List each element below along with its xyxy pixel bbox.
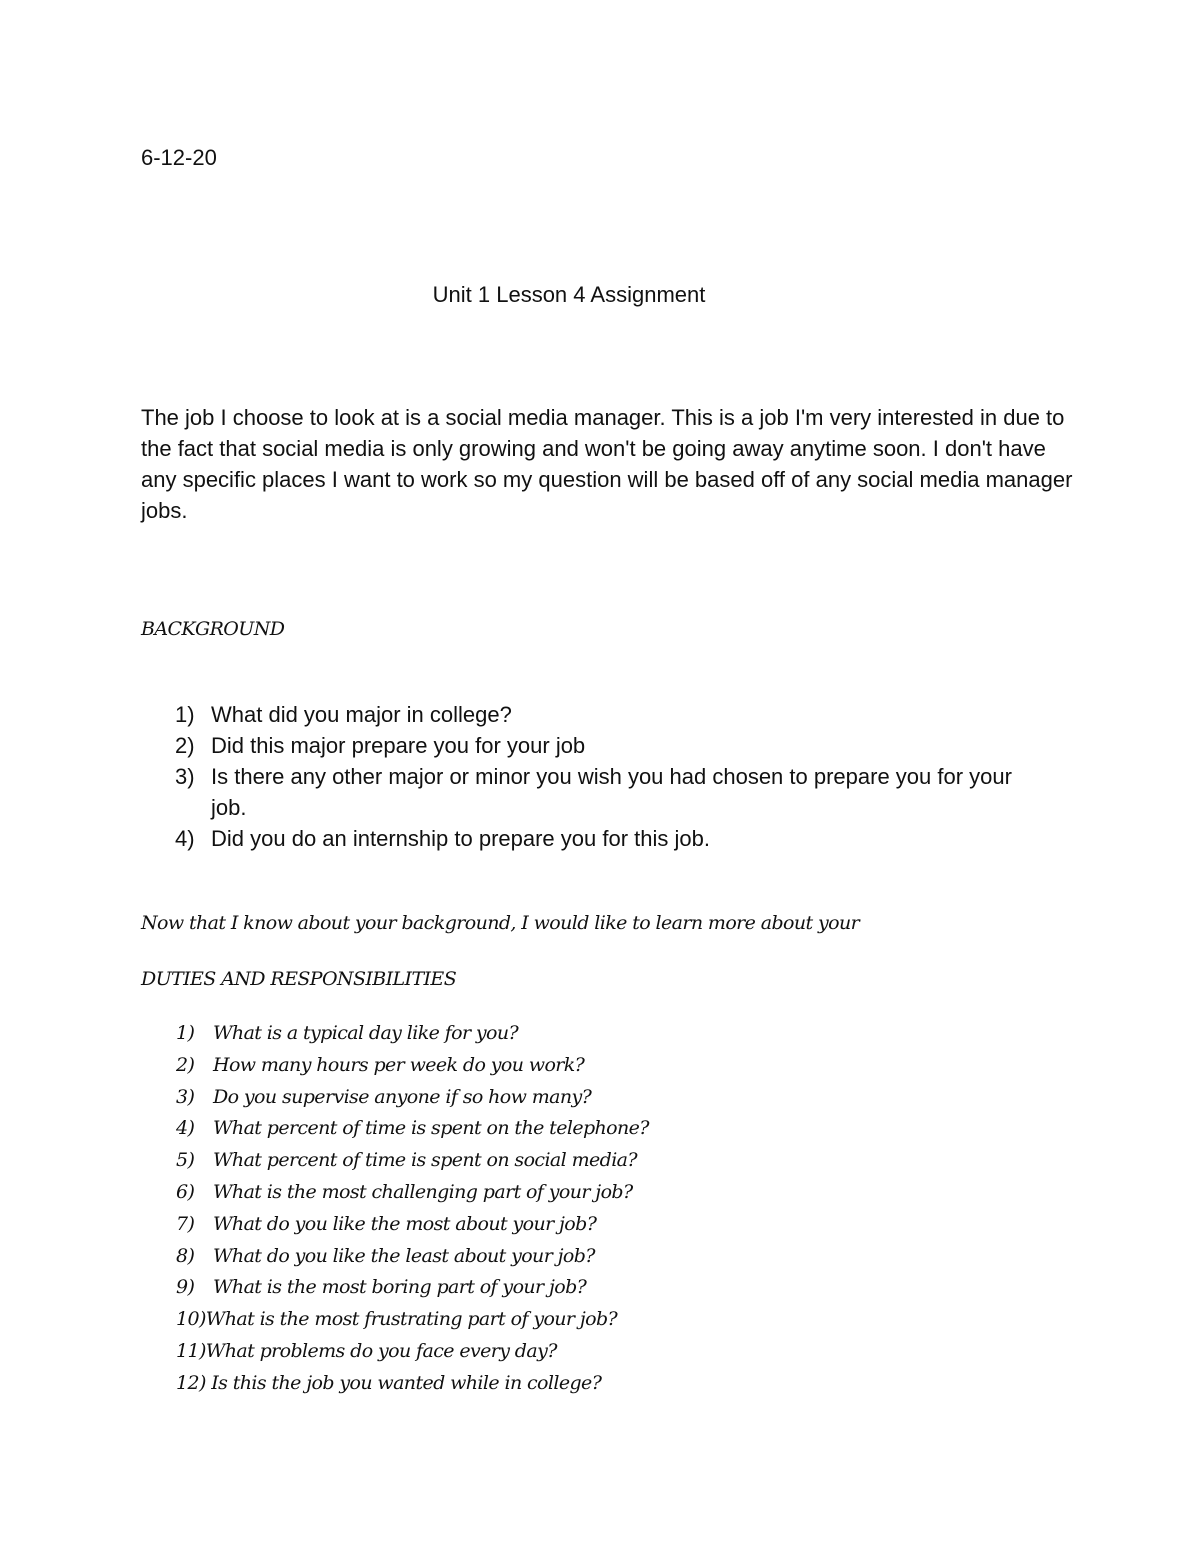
list-item (141, 1050, 1041, 1082)
list-item-text: Is this the job you wanted while in college? (211, 1371, 602, 1394)
list-item-text: How many hours per week do you work? (213, 1053, 585, 1076)
list-item (141, 730, 1041, 761)
list-item-text: Is there any other major or minor you wish you had chosen to prepare you for your job. (211, 764, 1012, 820)
background-question-list (141, 699, 1041, 854)
list-item-text: Do you supervise anyone if so how many? (213, 1085, 592, 1108)
list-item-text: Did this major prepare you for your job (211, 733, 586, 758)
document-date: 6-12-20 (141, 145, 217, 170)
list-item-text: What problems do you face every day? (205, 1339, 557, 1362)
list-item-text: What is the most frustrating part of your job? (205, 1308, 618, 1331)
list-item (141, 1082, 1041, 1114)
list-item-number: 2) (176, 1053, 195, 1076)
intro-text: The job I choose to look at is a social media manager. This is a job I'm very interested in due to the fact that social media is only growing and won't be going away anytime soon. I don't have any specific places I want to work so my question will be based off of any social media manager jobs. (141, 405, 1073, 523)
list-item (141, 1177, 1041, 1209)
list-item-number: 8) (176, 1244, 195, 1267)
list-item-number: 5) (176, 1149, 195, 1172)
list-item (141, 1336, 1041, 1368)
list-item-text: What is the most boring part of your job? (213, 1276, 587, 1299)
list-item-number: 4) (175, 826, 195, 851)
list-item-text: What percent of time is spent on social media? (213, 1149, 637, 1172)
list-item (141, 1368, 1041, 1400)
list-item (141, 1018, 1041, 1050)
list-item-number: 3) (175, 764, 195, 789)
list-item-number: 3) (176, 1085, 195, 1108)
list-item (141, 1113, 1041, 1145)
list-item-text: What is the most challenging part of your job? (213, 1180, 633, 1203)
list-item-number: 4) (176, 1117, 195, 1140)
background-heading: BACKGROUND (141, 618, 285, 640)
list-item-text: What is a typical day like for you? (213, 1022, 519, 1044)
list-item-number: 7) (176, 1212, 195, 1235)
list-item (141, 699, 1041, 730)
list-item-text: What percent of time is spent on the telephone? (213, 1117, 649, 1140)
list-item-text: What do you like the most about your job? (213, 1212, 597, 1235)
list-item-number: 10) (176, 1308, 206, 1331)
list-item-number: 9) (176, 1276, 195, 1299)
list-item-text: Did you do an internship to prepare you for this job. (211, 826, 710, 851)
list-item-text: What do you like the least about your job? (213, 1244, 595, 1267)
list-item (141, 1304, 1041, 1336)
list-item (141, 823, 1041, 854)
list-item-number: 12) (176, 1371, 206, 1394)
document-title: Unit 1 Lesson 4 Assignment (432, 282, 706, 307)
list-item (141, 761, 1041, 823)
list-item-number: 11) (176, 1339, 206, 1362)
transition-sentence: Now that I know about your background, I would like to learn more about your (141, 912, 860, 934)
list-item-number: 1) (175, 702, 195, 727)
list-item-number: 6) (176, 1180, 195, 1203)
duties-heading: DUTIES AND RESPONSIBILITIES (141, 968, 457, 990)
duties-question-list (141, 1018, 1041, 1400)
list-item (141, 1241, 1041, 1273)
list-item-number: 1) (176, 1022, 195, 1044)
list-item (141, 1209, 1041, 1241)
list-item (141, 1145, 1041, 1177)
list-item-number: 2) (175, 733, 195, 758)
intro-paragraph (141, 402, 1081, 526)
list-item (141, 1272, 1041, 1304)
list-item-text: What did you major in college? (211, 702, 512, 727)
